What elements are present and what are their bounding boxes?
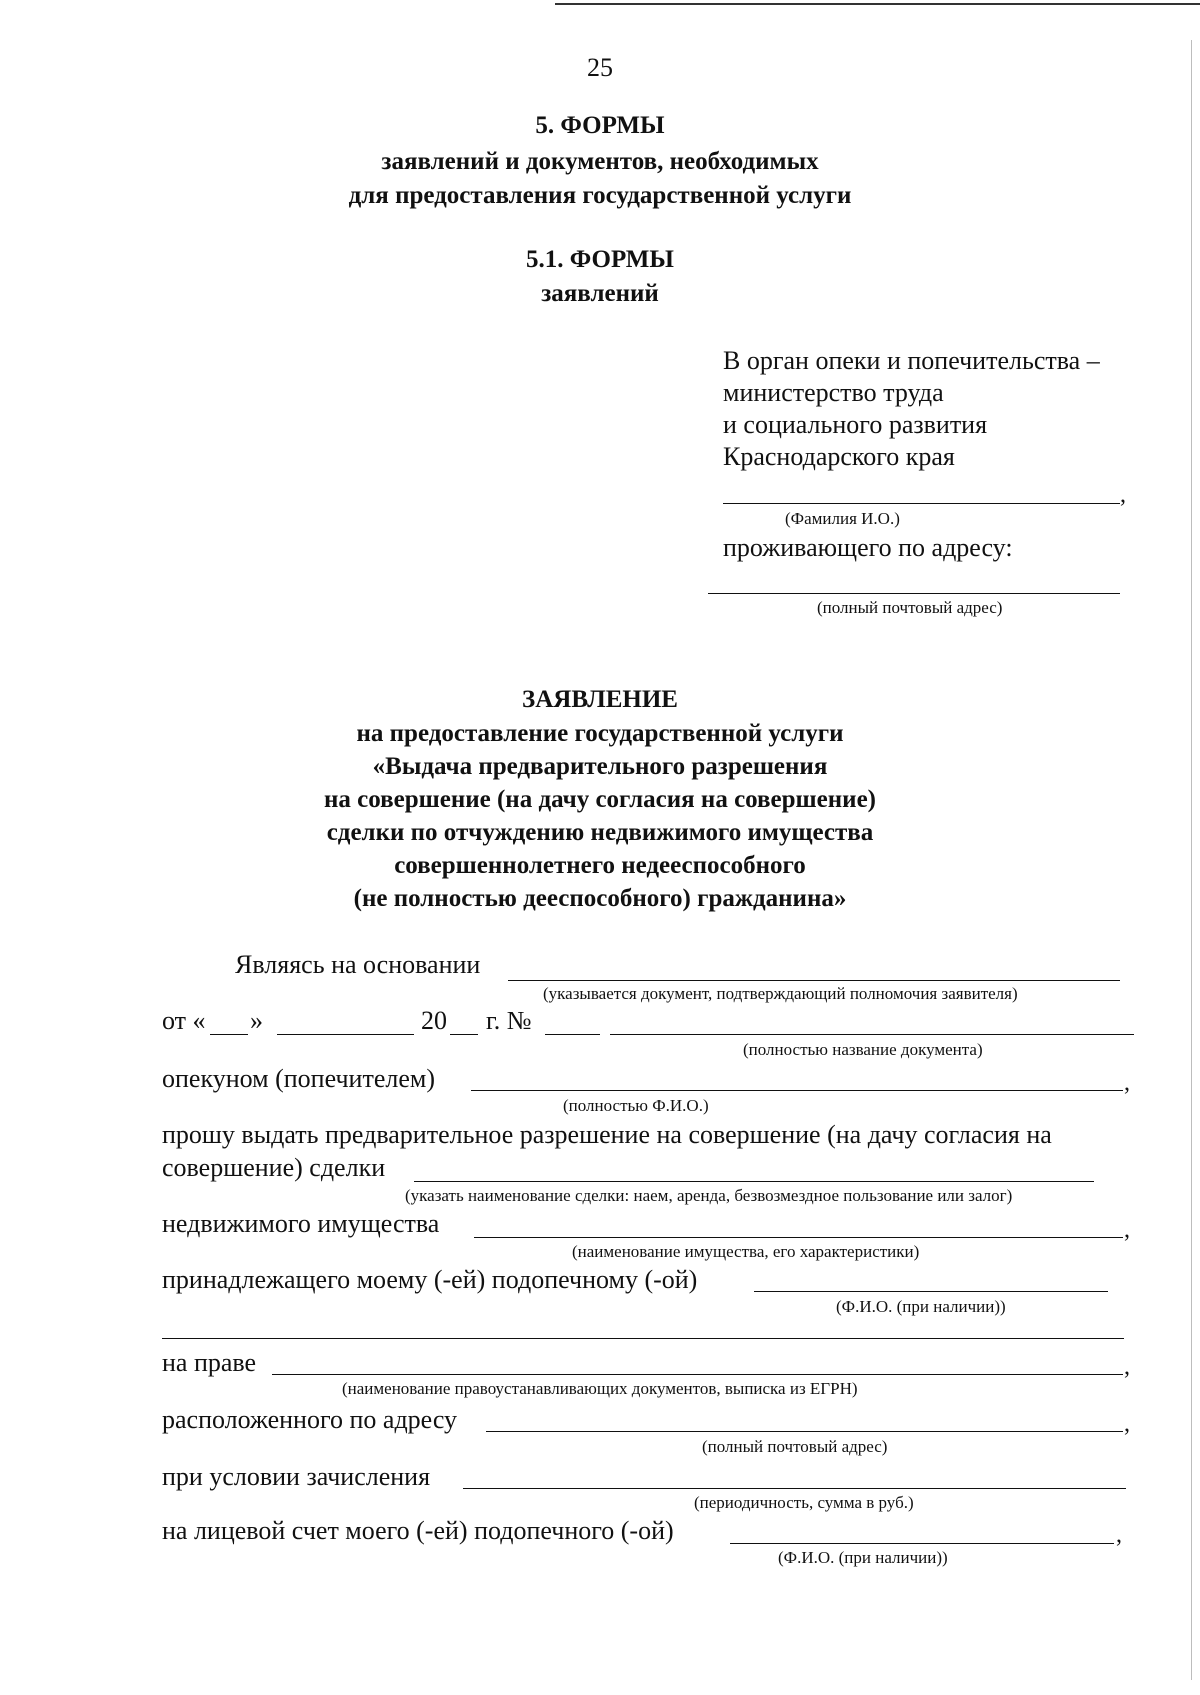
location-hint: (полный почтовый адрес) [702, 1437, 888, 1456]
year-suffix: г. № [486, 1006, 532, 1035]
subsection-title: 5.1. ФОРМЫ [526, 246, 674, 273]
right-label: на праве [162, 1348, 257, 1377]
name-hint: (Фамилия И.О.) [785, 509, 900, 528]
statement-line-5: совершеннолетнего недееспособного [394, 852, 806, 879]
statement-line-3: на совершение (на дачу согласия на совершение) [323, 786, 876, 813]
ward-label: принадлежащего моему (-ей) подопечному (-ой) [162, 1265, 698, 1294]
doc-name-field[interactable] [610, 1034, 1134, 1035]
condition-field[interactable] [463, 1488, 1126, 1489]
request-line-1: прошу выдать предварительное разрешение на совершение (на дачу согласия на [162, 1120, 1052, 1149]
ward-field-continued[interactable] [162, 1338, 1124, 1339]
request-line-2: совершение) сделки [162, 1153, 386, 1182]
basis-hint: (указывается документ, подтверждающий полномочия заявителя) [543, 984, 1018, 1003]
account-field[interactable] [730, 1543, 1114, 1544]
property-label: недвижимого имущества [162, 1209, 440, 1238]
basis-field[interactable] [508, 980, 1120, 981]
account-hint: (Ф.И.О. (при наличии)) [778, 1548, 948, 1567]
from-label: от « [162, 1006, 206, 1035]
month-field[interactable] [277, 1034, 414, 1035]
right-hint: (наименование правоустанавливающих документов, выписка из ЕГРН) [342, 1379, 858, 1398]
deal-field[interactable] [414, 1181, 1094, 1182]
location-field[interactable] [486, 1431, 1123, 1432]
property-field[interactable] [474, 1237, 1123, 1238]
scan-edge-top [555, 3, 1200, 5]
year-field[interactable] [450, 1034, 478, 1035]
account-label: на лицевой счет моего (-ей) подопечного (-ой) [162, 1516, 674, 1545]
section-title: 5. ФОРМЫ [535, 112, 665, 139]
comma: , [1116, 1522, 1122, 1548]
condition-label: при условии зачисления [162, 1462, 431, 1491]
basis-label: Являясь на основании [235, 950, 481, 979]
right-field[interactable] [272, 1374, 1123, 1375]
guardian-field[interactable] [471, 1090, 1123, 1091]
quote-close: » [250, 1006, 263, 1035]
ward-field[interactable] [754, 1291, 1108, 1292]
applicant-address-field[interactable] [708, 593, 1120, 594]
statement-line-2: «Выдача предварительного разрешения [372, 753, 828, 780]
guardian-hint: (полностью Ф.И.О.) [563, 1096, 709, 1115]
comma: , [1124, 1070, 1130, 1096]
ward-hint: (Ф.И.О. (при наличии)) [836, 1297, 1006, 1316]
section-subtitle-1: заявлений и документов, необходимых [381, 148, 819, 175]
guardian-label: опекуном (попечителем) [162, 1064, 435, 1093]
comma: , [1124, 1411, 1130, 1437]
comma: , [1120, 482, 1126, 508]
subsection-subtitle: заявлений [541, 280, 659, 307]
comma: , [1124, 1354, 1130, 1380]
statement-line-4: сделки по отчуждению недвижимого имущества [326, 819, 874, 846]
comma: , [1124, 1217, 1130, 1243]
location-label: расположенного по адресу [162, 1405, 458, 1434]
applicant-name-field[interactable] [723, 503, 1120, 504]
doc-name-hint: (полностью название документа) [743, 1040, 983, 1059]
day-field[interactable] [210, 1034, 248, 1035]
statement-line-1: на предоставление государственной услуги [356, 720, 844, 747]
section-subtitle-2: для предоставления государственной услуги [348, 182, 852, 209]
deal-hint: (указать наименование сделки: наем, аренда, безвозмездное пользование или залог) [405, 1186, 1013, 1205]
addressee-line-4: Краснодарского края [723, 442, 955, 471]
residence-label: проживающего по адресу: [723, 533, 1013, 562]
property-hint: (наименование имущества, его характеристики) [572, 1242, 920, 1261]
addressee-line-3: и социального развития [723, 410, 988, 439]
addressee-line-1: В орган опеки и попечительства – [723, 346, 1100, 375]
address-hint: (полный почтовый адрес) [817, 598, 1003, 617]
statement-title: ЗАЯВЛЕНИЕ [522, 686, 678, 713]
year-label: 20 [421, 1006, 447, 1035]
doc-number-field[interactable] [545, 1034, 600, 1035]
condition-hint: (периодичность, сумма в руб.) [694, 1493, 914, 1512]
statement-line-6: (не полностью дееспособного) гражданина» [353, 885, 847, 912]
addressee-line-2: министерство труда [723, 378, 944, 407]
page-number: 25 [587, 53, 613, 82]
